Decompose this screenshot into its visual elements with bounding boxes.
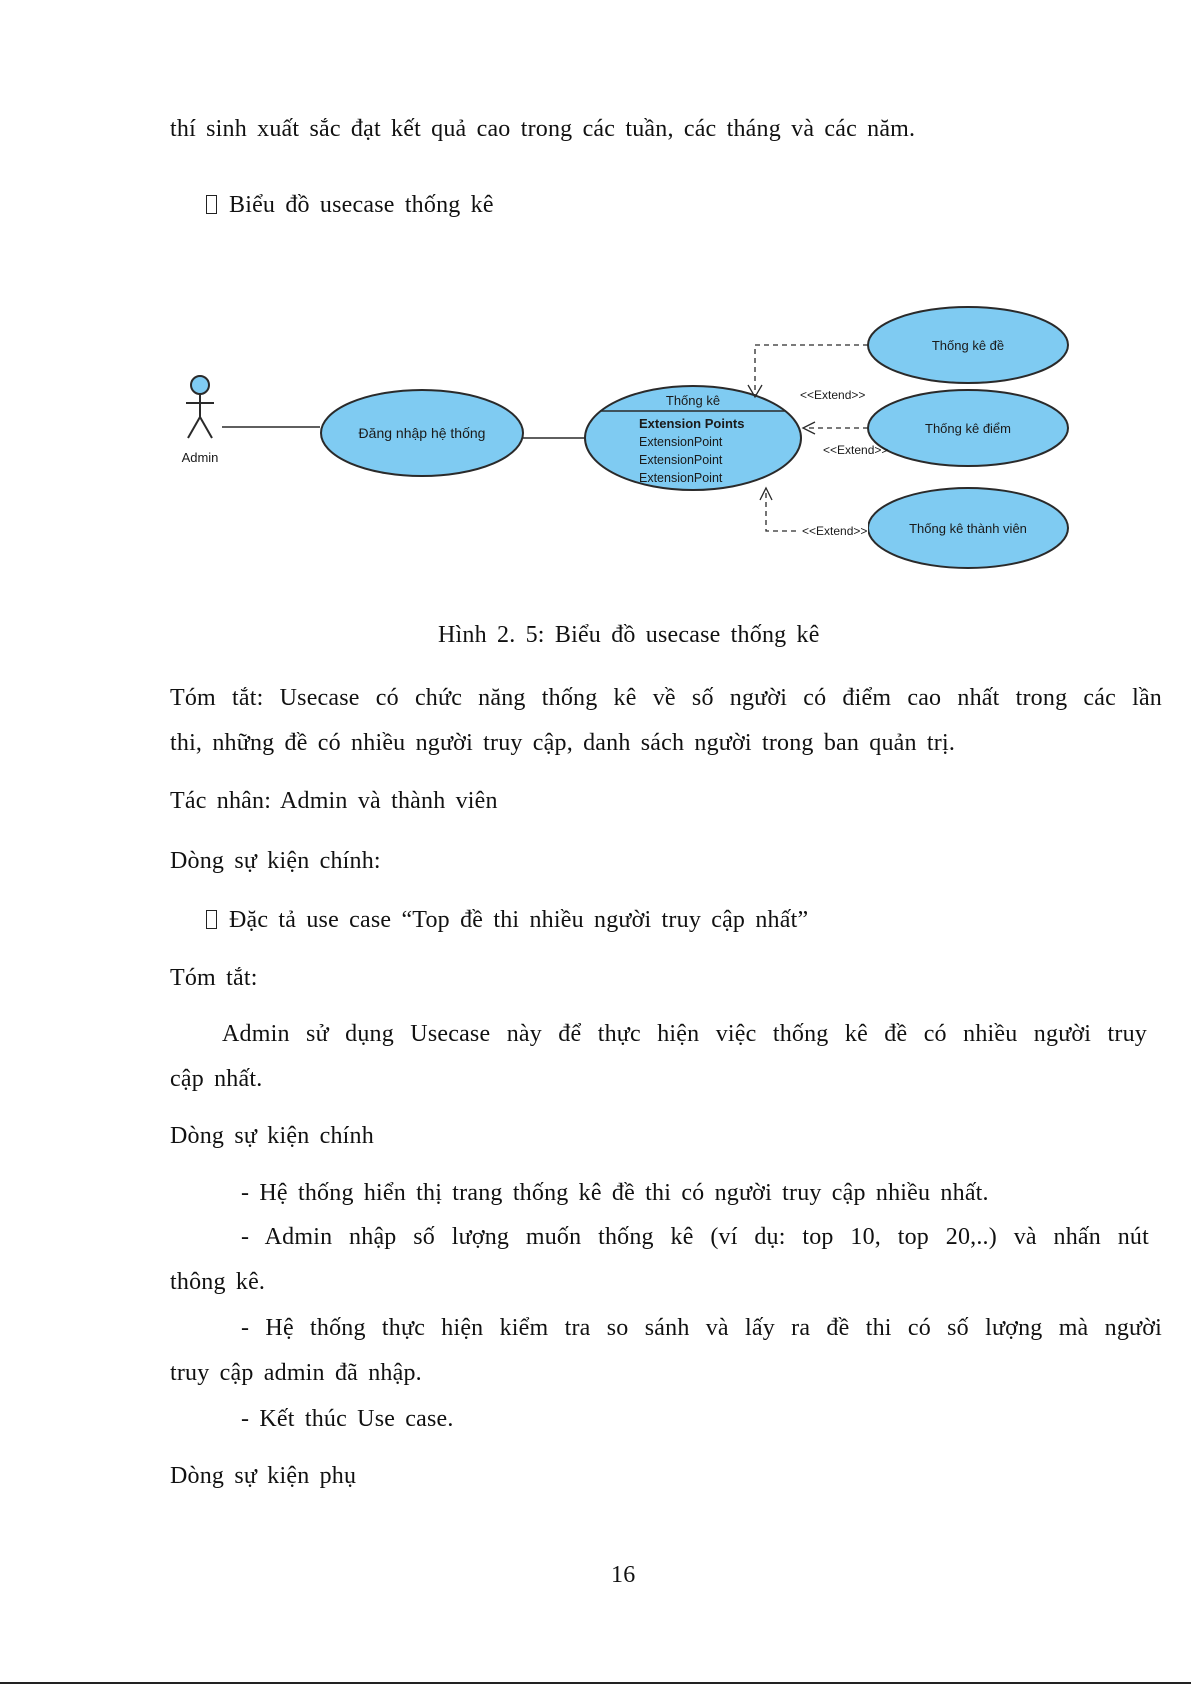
figure-caption: Hình 2. 5: Biểu đồ usecase thống kê xyxy=(438,622,820,648)
list-item: - Kết thúc Use case. xyxy=(241,1406,454,1432)
extension-points-title: Extension Points xyxy=(639,416,745,431)
list-item: - Admin nhập số lượng muốn thống kê (ví dụ: top 10, top 20,..) và nhấn nút xyxy=(241,1224,1149,1250)
paragraph-line: Tóm tắt: Usecase có chức năng thống kê về số người có điểm cao nhất trong các lần xyxy=(170,685,1162,711)
section-heading: Tóm tắt: xyxy=(170,965,258,991)
page-number: 16 xyxy=(611,1562,636,1588)
usecase-login xyxy=(321,390,523,476)
extension-point: ExtensionPoint xyxy=(639,453,723,467)
paragraph-line: Tác nhân: Admin và thành viên xyxy=(170,788,498,814)
usecase-diagram xyxy=(160,295,1120,595)
usecase-label: Thống kê điểm xyxy=(925,421,1011,436)
list-item-continuation: thông kê. xyxy=(170,1269,266,1295)
usecase-thong-ke-diem xyxy=(868,390,1068,466)
extension-point: ExtensionPoint xyxy=(639,471,723,485)
usecase-label: Thống kê đề xyxy=(931,338,1005,353)
square-bullet-icon xyxy=(206,195,217,214)
actor-admin xyxy=(182,376,219,465)
usecase-thong-ke xyxy=(585,386,801,490)
square-bullet-icon xyxy=(206,910,217,929)
usecase-thong-ke-thanh-vien xyxy=(868,488,1068,568)
usecase-label: Thống kê thành viên xyxy=(909,521,1027,536)
paragraph-line: Admin sử dụng Usecase này để thực hiện việc thống kê đề có nhiều người truy xyxy=(222,1021,1147,1047)
extend-label: <<Extend>> xyxy=(802,524,868,538)
extension-point: ExtensionPoint xyxy=(639,435,723,449)
usecase-label: Đăng nhập hệ thống xyxy=(358,425,486,441)
extend-label: <<Extend>> xyxy=(823,443,889,457)
list-item: - Hệ thống hiển thị trang thống kê đề thi có người truy cập nhiều nhất. xyxy=(241,1180,989,1206)
extend-label: <<Extend>> xyxy=(800,388,866,402)
bullet-text: Biểu đồ usecase thống kê xyxy=(229,192,494,218)
list-item-continuation: truy cập admin đã nhập. xyxy=(170,1360,422,1386)
section-heading: Dòng sự kiện chính: xyxy=(170,848,381,874)
footer-rule xyxy=(0,1682,1191,1684)
paragraph-line: thí sinh xuất sắc đạt kết quả cao trong các tuần, các tháng và các năm. xyxy=(170,116,916,142)
actor-label: Admin xyxy=(181,450,219,465)
section-heading: Dòng sự kiện phụ xyxy=(170,1463,357,1489)
paragraph-line: thi, những đề có nhiều người truy cập, danh sách người trong ban quản trị. xyxy=(170,730,956,756)
usecase-thong-ke-de xyxy=(868,307,1068,383)
bullet-text: Đặc tả use case “Top đề thi nhiều người truy cập nhất” xyxy=(229,907,809,933)
bullet-heading xyxy=(206,190,494,220)
list-item: - Hệ thống thực hiện kiểm tra so sánh và lấy ra đề thi có số lượng mà người xyxy=(241,1315,1162,1341)
bullet-heading xyxy=(206,905,808,935)
paragraph-line: cập nhất. xyxy=(170,1066,263,1092)
usecase-label: Thống kê xyxy=(665,393,721,408)
section-heading: Dòng sự kiện chính xyxy=(170,1123,374,1149)
